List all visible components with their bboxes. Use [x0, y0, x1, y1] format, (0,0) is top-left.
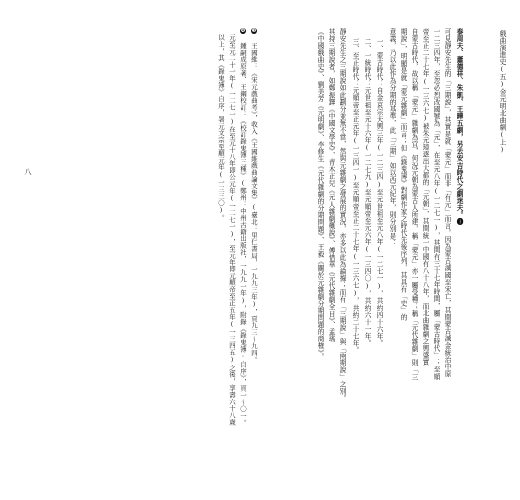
page-number: 八 [24, 168, 32, 176]
footnote-marker: ❹ [240, 28, 246, 35]
footnote-2-text: 鍾嗣成原著、王鋼校訂：《校訂錄鬼簿三種》(鄭州：中州古籍出版社，一九九一年)，附錄《錄鬼簿·自序》，頁一～〇一。 [239, 42, 247, 426]
body-column-6: 期說」，明顯是就「蒙元雜劇」而言；但《錄鬼簿》對劇作家之時代先後序列，其具有「史」的 [399, 28, 407, 321]
footnote-1-text: 王國維：《宋元戲曲考》，收入《王國維戲曲論文集》(臺北：里仁書局，一九九三年)，頁九三～九四。 [250, 42, 258, 363]
footnote-marker: ❸ [251, 28, 257, 35]
footnote-2 [240, 28, 246, 426]
body-column-13: 《中國戲曲史》、劉美芳《元明劇》、李修生《元代雜劇的分期問題》、王毅《關於元雜劇分期問題的商榷》。 [316, 28, 324, 361]
body-column-12: 其持三期說者，如鄭振鐸《中國文學史》、青木正兒《元人雜劇概說》、傅惜華《元代雜劇全目》、孟瑤 [327, 28, 335, 343]
body-column-3: 一二三四年，至忽必烈改國號為「元」，在至元八年(一二七一)，其間有三十七年時間，屬「蒙古時代」；至順 [432, 28, 440, 380]
body-column-11: 靜安先生之三期說如此劃分並無不當，然與元雜劇之發展的實況，亦多以此為論據；而有「三期說」與「兩期說」之別。 [338, 28, 346, 402]
footnote-1 [251, 28, 257, 363]
list-item-2: 二、一統時代：元世祖至元十六年(一二七九)至元順帝至元六年(一三四〇)，共約六十一年。 [363, 38, 371, 347]
footnote-4: 以上，其《錄鬼簿》自序，署元文宗至順元年(一三三〇)。 [217, 34, 225, 222]
running-title: 戲曲演進史(五)金元明北曲劇(上) [498, 30, 506, 154]
footnote-3: 元至元二十一年(一二七一)在至元十八年即公元年(一二七一)，至元年即元順帝至正五年(一三四五)之後，享壽六十八歲 [228, 34, 236, 426]
list-item-3: 三、至正時代：元順帝至正元年(一三四一)至元順帝至正二十七年(一三六七)，共約二十七年。 [351, 38, 359, 354]
body-column-2: 可見靜安先生的「三期說」，其實是就「蒙元」而非「有元」而言。因為蒙古滅國至宋亡，其間蒙古滅金統治中原 [443, 28, 451, 378]
body-column-7: 意義，乃以此作為分期的基準，此「三期」如以西元紀年，則分別是： [388, 28, 396, 247]
body-column-1: 泰周夫、蕭德祥、朱凱、王曄五劇，另去安吉時代之劇迷夫。❸ [455, 28, 463, 226]
body-column-4: 帝至正二十七年(一三六七)被朱元璋逐出大都的「元朝」，其間統一中國有八十八年，而北曲雜劇之興盛實 [421, 28, 429, 366]
body-column-5: 自蒙古時代，故以稱「蒙元」雜劇為宜，何況元朝為蒙古人所建，稱「蒙元」亦一屬受種；稱「元代雜劇」則「三 [410, 28, 418, 381]
list-item-1: 一、蒙古時代：自金哀宗天興三年(一二三四)至元世祖至元八年(一二七一)，共約四十六年。 [375, 38, 383, 347]
